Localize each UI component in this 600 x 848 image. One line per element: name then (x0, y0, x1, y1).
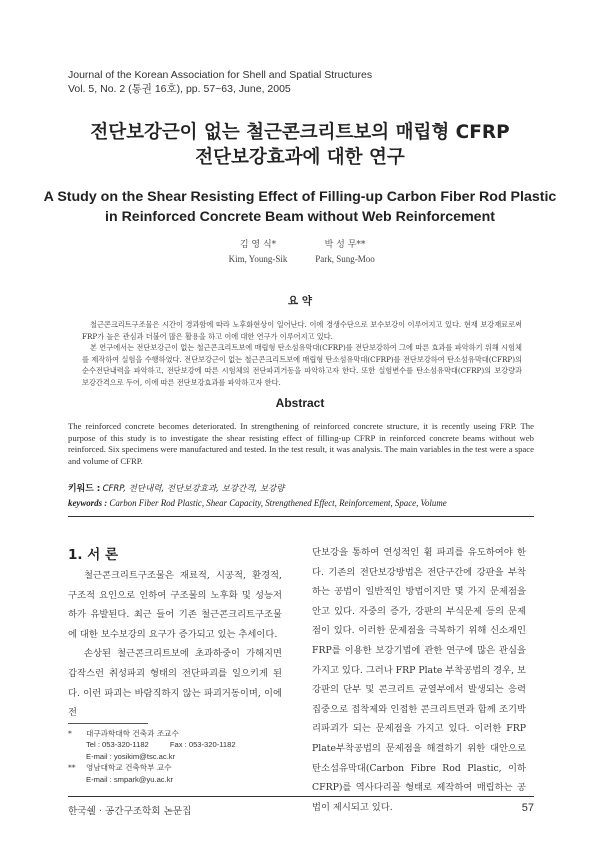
keywords-korean-label: 키워드 : (68, 484, 101, 494)
intro-paragraph: 철근콘크리트구조물은 재료적, 시공적, 환경적, 구조적 요인으로 인하여 구조물의 노후화 및 성능저하가 유발된다. 최근 들어 기존 철근콘크리트구조물에 대한 보수보강의 요구가 증가되고 있는 추세이다. (68, 570, 282, 640)
footnote-mark: * (68, 729, 72, 738)
keywords-english-label: keywords : (68, 498, 108, 508)
intro-heading: 1. 서 론 (68, 547, 119, 563)
intro-paragraph: 단보강을 통하여 연성적인 휨 파괴를 유도하여야 한다. 기존의 전단보강방법은 전단구간에 강판을 부착하는 공법이 일반적인 방법이지만 몇 가지 문제점을 안고 있다. 자중의 증가, 강판의 부식문제 등의 문제점이 있다. 이러한 문제점을 극복하기 위해 신소재인 FRP를 이용한 보강기법에 관한 연구에 많은 관심을 가지고 있다. 그러나 FRP Plate 부착공법의 경우, 보강판의 단부 및 콘크리트 균열부에서 발생되는 응력집중으로 접착제와 인접한 콘크리트면과 함께 조기박리파괴가 되는 문제점을 가지고 있다. 이러한 FRP Plate부착공법의 문제점을 해결하기 위한 대안으로 탄소섬유막대(Carbon Fibre Rod Plastic, 이하 CFRP)를 역사다리꼴 형태로 제작하여 매립하는 공법이 제시되고 있다. (312, 547, 527, 813)
author-name-en: Kim, Young-Sik (228, 254, 288, 264)
page-number: 57 (521, 802, 534, 814)
footer-journal-name: 한국쉘 · 공간구조학회 논문집 (68, 806, 192, 817)
journal-citation (68, 68, 372, 96)
english-abstract (68, 421, 534, 467)
footnote-mark: ** (68, 763, 76, 773)
keywords-korean (68, 482, 538, 495)
intro-right-column (312, 543, 526, 817)
korean-title-line-1: 전단보강근이 없는 철근콘크리트보의 매립형 CFRP (90, 122, 510, 143)
footnote-divider (68, 723, 148, 724)
english-title-line-2: in Reinforced Concrete Beam without Web Reinforcement (105, 209, 495, 225)
korean-title (0, 120, 600, 170)
intro-paragraph: 손상된 철근콘크리트보에 초과하중이 가해지면 갑작스런 취성파괴 형태의 전단파괴를 일으키게 된다. 이런 파괴는 바람직하지 않는 파괴거동이며, 이에 전 (68, 648, 282, 719)
keywords-korean-text: CFRP, 전단내력, 전단보강효과, 보강간격, 보강량 (102, 484, 285, 494)
intro-left-column (68, 566, 282, 723)
korean-abstract-paragraph: 철근콘크리트구조물은 시간이 경과함에 따라 노후화현상이 일어난다. 이에 경생수단으로 보수보강이 이루어지고 있다. 현재 보강재료로써 FRP가 높은 관심과 더불어 많은 활용을 하고 이에 대한 연구가 이루어지고 있다. (82, 320, 522, 341)
footnote-email: E-mail : smpark@yu.ac.kr (86, 774, 174, 784)
abstract-divider (68, 516, 534, 517)
footnote-affiliation: 영남대학교 건축학부 교수 (86, 763, 172, 773)
english-abstract-text: The reinforced concrete becomes deteriorated. In strengthening of reinforced concrete structure, it is recently useing FRP. The purpose of this study is to investigate the shear resisting effect of filling-up CFRP in reinforced concrete beams without web reinforced. Six specimens were manufactured and tested. In the test result, it was analysis. The main variables in the test were a space and volume of CFRP. (68, 421, 534, 466)
author-1 (218, 238, 298, 266)
journal-name: Journal of the Korean Association for Shell and Spatial Structures (68, 69, 373, 81)
footer-divider (68, 796, 534, 797)
author-name-ko: 김 영 식* (239, 240, 277, 250)
english-abstract-heading: Abstract (275, 396, 325, 410)
author-name-ko: 박 성 무** (324, 240, 366, 250)
footnote-phone: Tel : 053-320-1182 Fax : 053-320-1182 (86, 740, 236, 750)
footnote-1 (68, 728, 298, 762)
footnotes (68, 728, 298, 785)
korean-abstract (82, 319, 522, 388)
footnote-affiliation: 대구과학대학 건축과 조교수 (86, 729, 179, 738)
korean-abstract-heading: 요 약 (288, 295, 312, 307)
footnote-email: E-mail : yosikim@tsc.ac.kr (86, 751, 176, 761)
english-title (0, 187, 600, 227)
english-title-line-1: A Study on the Shear Resisting Effect of Filling-up Carbon Fiber Rod Plastic (43, 189, 557, 205)
keywords-english (68, 497, 538, 509)
footnote-2 (68, 762, 298, 785)
author-name-en: Park, Sung-Moo (315, 254, 375, 264)
korean-abstract-paragraph: 본 연구에서는 전단보강근이 없는 철근콘크리트보에 매립형 탄소섬유막대(CFRP)를 전단보강하여 그에 따른 효과를 파악하기 위해 시험체를 제작하여 실험을 수행하였다. 전단보강근이 없는 철근콘크리트보에 매립형 탄소섬유막대(CFRP)를 전단보강하여 탄소섬유막대(CFRP)의 순수전단내력을 파악하고, 전단보강에 따른 시험체의 전단파괴거동을 파악하고자 한다. 또한 실험변수를 탄소섬유막대(CFRP)의 보강량과 보강간격으로 두어, 이에 따른 전단보강효과를 파악하고자 한다. (82, 343, 522, 387)
author-2 (300, 238, 390, 266)
keywords-english-text: Carbon Fiber Rod Plastic, Shear Capacity, Strengthened Effect, Reinforcement, Space, Volume (109, 498, 447, 508)
journal-volume: Vol. 5, No. 2 (통권 16호), pp. 57~63, June, 2005 (68, 83, 291, 95)
korean-title-line-2: 전단보강효과에 대한 연구 (195, 147, 405, 168)
